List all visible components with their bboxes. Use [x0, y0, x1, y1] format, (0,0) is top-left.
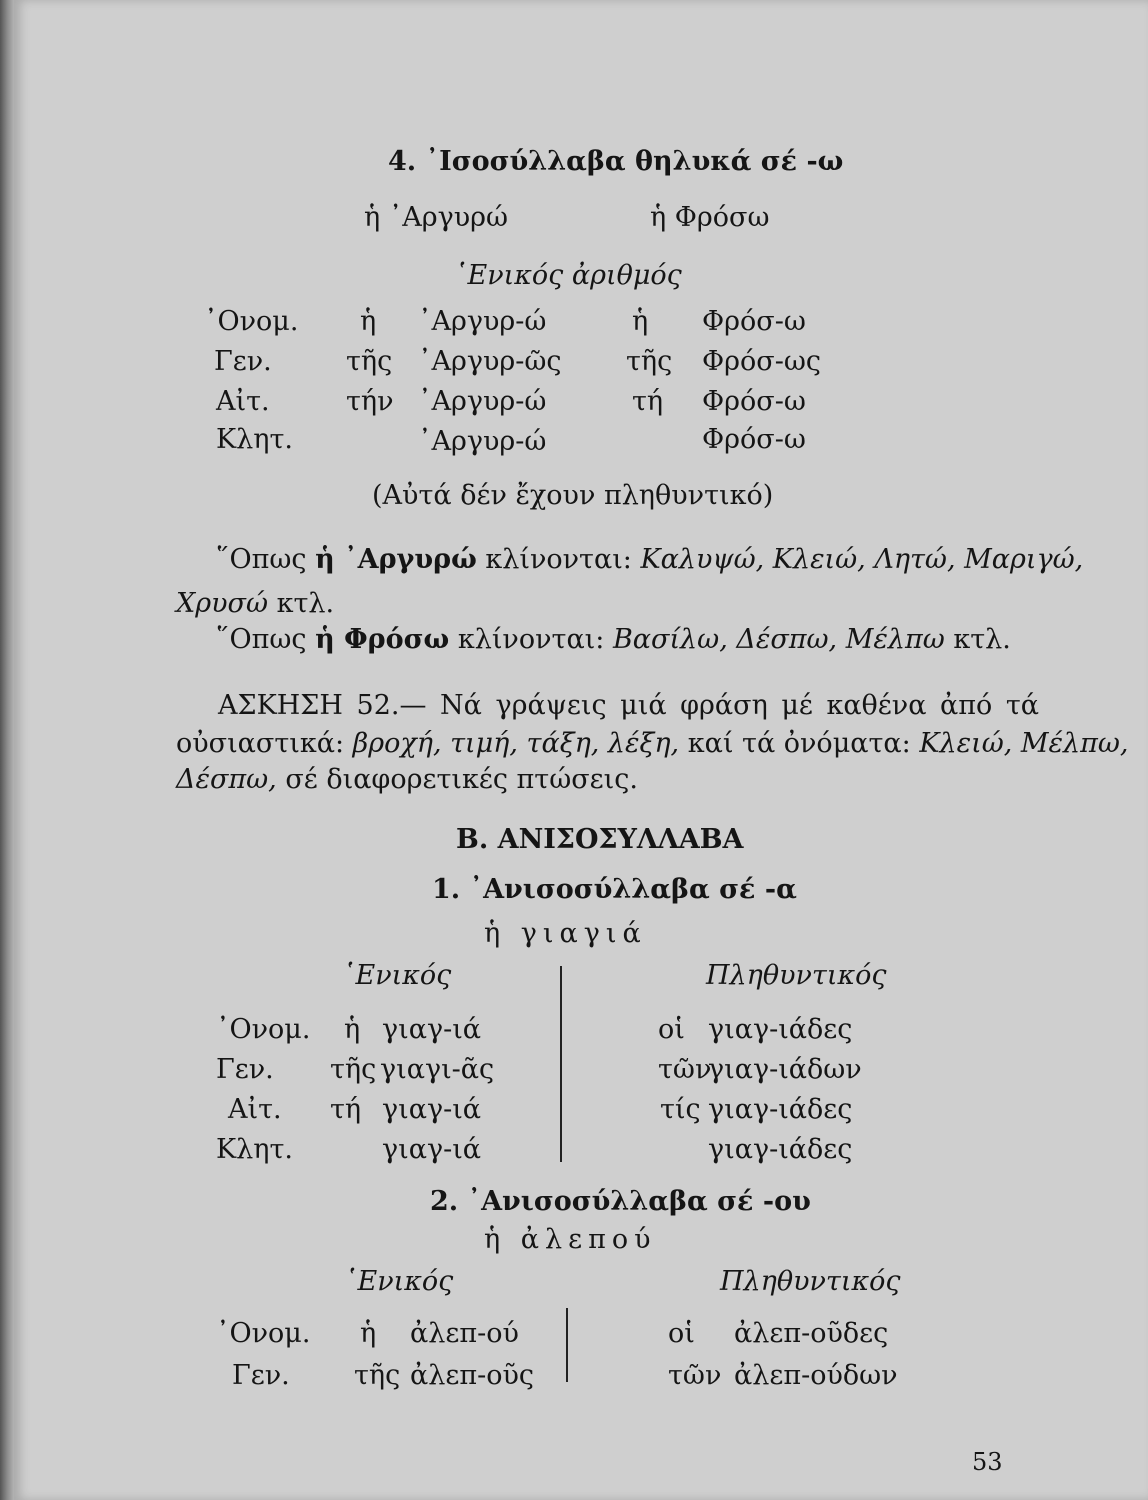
article-1: τήν [346, 386, 394, 417]
article-1: ἡ [360, 306, 377, 337]
plural-article: τῶν [658, 1054, 712, 1085]
exercise-names: Δέσπω, [176, 764, 277, 795]
singular-article: τή [330, 1094, 362, 1125]
declension-form-2: Φρόσ-ω [702, 424, 806, 455]
singular-label: ῾Ενικός [342, 960, 452, 991]
singular-form: γιαγι-ᾶς [380, 1054, 495, 1085]
singular-article: ἡ [360, 1318, 377, 1349]
plural-article: οἱ [658, 1014, 685, 1045]
plural-form: ἀλεπ-οῦδες [734, 1318, 889, 1349]
case-label: ᾽Ονομ. [204, 306, 299, 337]
plural-form: ἀλεπ-ούδων [734, 1360, 898, 1391]
case-label: Αἰτ. [216, 386, 270, 417]
like-froso-line [216, 626, 1011, 653]
plural-form: γιαγ-ιάδων [708, 1054, 862, 1085]
declension-form-1: ᾽Αργυρ-ώ [418, 426, 547, 457]
exercise-52-line-2 [176, 730, 1128, 757]
article-2: τή [632, 386, 664, 417]
exercise-names: Κλειώ, Μέλπω, [919, 728, 1129, 759]
exercise-nouns: βροχή, τιμή, τάξη, λέξη, [352, 728, 680, 759]
singular-form: γιαγ-ιά [382, 1094, 482, 1125]
declension-form-2: Φρόσ-ως [702, 346, 821, 377]
etc-abbrev: κτλ. [276, 588, 335, 619]
singular-form: γιαγ-ιά [382, 1134, 482, 1165]
declined-verb: κλίνονται: [485, 544, 632, 575]
declension-form-1: ᾽Αργυρ-ῶς [418, 346, 562, 377]
example-nouns: Χρυσώ [176, 588, 268, 619]
model-noun-bold: ἡ Φρόσω [315, 624, 450, 655]
singular-article: τῆς [330, 1054, 377, 1085]
article-1: τῆς [346, 346, 393, 377]
exercise-text: σέ διαφορετικές πτώσεις. [285, 764, 638, 795]
declined-verb: κλίνονται: [457, 624, 605, 655]
plural-article: οἱ [668, 1318, 695, 1349]
example-nouns: Καλυψώ, Κλειώ, Λητώ, Μαριγώ, [640, 544, 1084, 575]
noun-giagia-label: ἡ γιαγιά [484, 918, 647, 949]
singular-article: ἡ [344, 1014, 361, 1045]
noun-alepou-label: ἡ ἀλεπού [484, 1224, 657, 1255]
plural-article: τίς [660, 1094, 701, 1125]
case-label: Κλητ. [216, 424, 293, 455]
section-4-heading: 4. ᾽Ισοσύλλαβα θηλυκά σέ -ω [388, 146, 844, 177]
declension-form-1: ᾽Αργυρ-ώ [418, 306, 547, 337]
column-divider [566, 1308, 568, 1382]
case-label: Γεν. [214, 346, 272, 377]
case-label: Κλητ. [216, 1134, 293, 1165]
exercise-text: καί τά ὀνόματα: [687, 728, 911, 759]
singular-form: ἀλεπ-ού [410, 1318, 519, 1349]
section-b-heading: Β. ΑΝΙΣΟΣΥΛΛΑΒΑ [456, 824, 744, 855]
plural-form: γιαγ-ιάδες [708, 1094, 853, 1125]
example-nouns: Βασίλω, Δέσπω, Μέλπω [612, 624, 945, 655]
subsection-2-heading: 2. ᾽Ανισοσύλλαβα σέ -ου [430, 1186, 811, 1217]
article-2: τῆς [626, 346, 673, 377]
book-binding-shadow [0, 0, 14, 1500]
plural-article: τῶν [668, 1360, 722, 1391]
like-argyro-line [216, 546, 1083, 573]
model-noun-bold: ἡ ᾽Αργυρώ [315, 544, 477, 575]
declension-form-2: Φρόσ-ω [702, 386, 806, 417]
case-label: Γεν. [216, 1054, 274, 1085]
exercise-text: οὐσιαστικά: [176, 728, 345, 759]
exercise-52-line-1: ΑΣΚΗΣΗ 52.— Νά γράψεις μιά φράση μέ καθένα ἀπό τά [218, 690, 1040, 721]
singular-label: ῾Ενικός [344, 1266, 454, 1297]
plural-form: γιαγ-ιάδες [708, 1014, 853, 1045]
case-label: Αἰτ. [228, 1094, 282, 1125]
singular-form: ἀλεπ-οῦς [410, 1360, 534, 1391]
noun-argyro-label: ἡ ᾽Αργυρώ [364, 202, 509, 233]
no-plural-note: (Αὐτά δέν ἔχουν πληθυντικό) [372, 480, 774, 511]
column-divider [560, 966, 562, 1162]
singular-number-label: ῾Ενικός ἀριθμός [454, 260, 682, 291]
plural-label: Πληθυντικός [706, 960, 887, 991]
singular-article: τῆς [354, 1360, 401, 1391]
subsection-1-heading: 1. ᾽Ανισοσύλλαβα σέ -α [432, 874, 797, 905]
exercise-52-line-3 [176, 766, 638, 793]
case-label: ᾽Ονομ. [216, 1318, 311, 1349]
article-2: ἡ [632, 306, 649, 337]
page-number: 53 [972, 1448, 1003, 1476]
plural-form: γιαγ-ιάδες [708, 1134, 853, 1165]
like-argyro-line-cont [176, 590, 334, 617]
case-label: ᾽Ονομ. [216, 1014, 311, 1045]
plural-label: Πληθυντικός [720, 1266, 901, 1297]
case-label: Γεν. [232, 1360, 290, 1391]
like-prefix: ῞Οπως [216, 544, 307, 575]
declension-form-1: ᾽Αργυρ-ώ [418, 386, 547, 417]
singular-form: γιαγ-ιά [382, 1014, 482, 1045]
noun-froso-label: ἡ Φρόσω [650, 202, 770, 233]
like-prefix: ῞Οπως [216, 624, 307, 655]
declension-form-2: Φρόσ-ω [702, 306, 806, 337]
etc-abbrev: κτλ. [953, 624, 1011, 655]
